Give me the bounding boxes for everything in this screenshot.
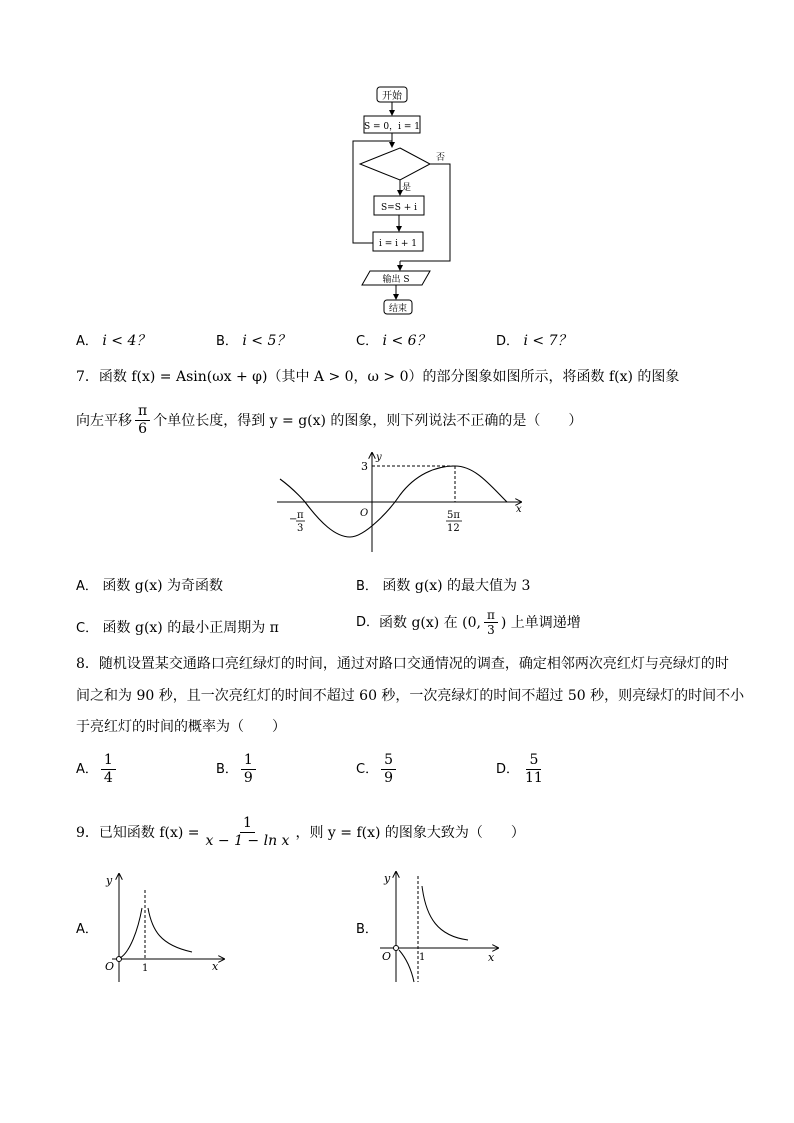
q8-option-d — [496, 752, 549, 787]
fraction-numerator: π — [484, 608, 498, 623]
q6-option-d — [496, 331, 571, 352]
q9-option-a-graph — [100, 870, 230, 985]
option-text: 函数 g(x) 为奇函数 — [102, 578, 224, 594]
fraction-denominator: 4 — [103, 770, 113, 786]
curve-left-branch — [399, 950, 414, 982]
q9-stem-pre: 9．已知函数 f(x) = — [76, 824, 200, 841]
option-letter: C． — [356, 334, 379, 349]
option-text: i < 6？ — [382, 333, 431, 349]
flow-step1-label: S=S + i — [380, 203, 418, 213]
left-zero-den: 3 — [297, 523, 304, 534]
peak-x-num: 5π — [447, 510, 460, 521]
q7-option-a — [76, 576, 223, 597]
y-axis-label: y — [384, 872, 391, 885]
option-letter: B． — [356, 922, 378, 937]
q6-option-c — [356, 331, 431, 352]
q8-stem-line1: 8．随机设置某交通路口亮红绿灯的时间，通过对路口交通情况的调查，确定相邻两次亮红灯与亮绿灯的时 — [76, 656, 729, 672]
x-axis-label: x — [212, 960, 219, 973]
option-letter: A． — [76, 922, 98, 937]
flow-end-label: 结束 — [388, 304, 408, 314]
q8-option-b — [216, 752, 259, 787]
option-text: i < 4？ — [102, 333, 151, 349]
option-fraction — [522, 752, 546, 787]
option-letter: B． — [216, 334, 238, 349]
left-zero-num: π — [297, 510, 304, 521]
peak-x-den: 12 — [447, 523, 460, 534]
tick-one-label: 1 — [142, 963, 149, 974]
fraction-denominator: 11 — [525, 770, 543, 786]
q9-option-a-letter — [76, 919, 98, 940]
fraction-denominator: x − 1 − ln x — [205, 833, 290, 849]
fraction-denominator: 9 — [243, 770, 253, 786]
fraction-numerator: 1 — [241, 752, 256, 770]
option-letter: B． — [356, 579, 378, 594]
flow-output-label: 输出 S — [382, 275, 410, 285]
q8-option-a — [76, 752, 119, 787]
q9-stem-post: ，则 y = f(x) 的图象大致为（ ） — [295, 824, 525, 841]
option-text-post: ) 上单调递增 — [500, 614, 581, 631]
q7-line2-post: 个单位长度，得到 y = g(x) 的图象，则下列说法不正确的是（ ） — [153, 412, 583, 429]
q7-stem-line2 — [76, 403, 582, 438]
fraction-numerator: 5 — [526, 752, 541, 770]
flow-condition-diamond — [360, 148, 430, 180]
flowchart — [340, 80, 470, 320]
y-axis-label: y — [106, 874, 113, 887]
option-text: i < 7？ — [523, 333, 572, 349]
curve-left-branch — [120, 908, 142, 958]
option-letter: D． — [496, 761, 520, 777]
q7-line2-pre: 向左平移 — [76, 412, 132, 429]
option-letter: A． — [76, 761, 98, 777]
q6-option-b — [216, 331, 290, 352]
x-axis-label: x — [488, 951, 495, 964]
fraction-numerator: π — [135, 403, 150, 421]
q9-stem — [76, 815, 525, 850]
x-axis-label: x — [516, 504, 522, 515]
option-text: 函数 g(x) 的最小正周期为 π — [102, 620, 279, 636]
option-letter: D． — [496, 334, 520, 349]
fraction-numerator: 1 — [240, 815, 255, 833]
q8-stem-line2: 间之和为 90 秒，且一次亮红灯的时间不超过 60 秒，一次亮绿灯的时间不超过 50 秒，则亮绿灯的时间不小 — [76, 688, 745, 704]
option-fraction — [381, 752, 396, 787]
option-d-fraction — [484, 608, 498, 637]
fraction-numerator: 5 — [381, 752, 396, 770]
q7-shift-fraction — [135, 403, 150, 438]
flow-step2-label: i = i + 1 — [378, 239, 418, 249]
left-zero-sign: − — [289, 514, 298, 525]
flow-init-label: S = 0，i = 1 — [363, 122, 421, 132]
q6-option-a — [76, 331, 150, 352]
flow-no-label: 否 — [436, 153, 446, 163]
fraction-numerator: 1 — [101, 752, 116, 770]
origin-label: O — [105, 960, 115, 973]
q7-stem-line1: 7．函数 f(x) = Asin(ωx + φ)（其中 A > 0，ω > 0）的部分图象如图所示，将函数 f(x) 的图象 — [76, 369, 680, 385]
y-axis-label: y — [376, 452, 382, 463]
origin-label: O — [382, 950, 392, 963]
fraction-denominator: 6 — [138, 421, 148, 437]
option-text-pre: 函数 g(x) 在 (0, — [379, 614, 481, 631]
option-letter: A． — [76, 579, 98, 594]
option-letter: C． — [356, 761, 379, 777]
curve-right-branch — [422, 886, 468, 940]
option-fraction — [101, 752, 116, 787]
option-fraction — [241, 752, 256, 787]
option-letter: D． — [356, 614, 380, 630]
q7-option-c — [76, 618, 279, 639]
option-letter: C． — [76, 621, 99, 636]
q9-function-fraction — [203, 815, 293, 850]
option-letter: B． — [216, 761, 238, 777]
curve-right-branch — [148, 908, 192, 952]
q9-option-b-letter — [356, 919, 378, 940]
q7-option-b — [356, 576, 530, 597]
max-value-label: 3 — [361, 460, 368, 473]
option-text: 函数 g(x) 的最大值为 3 — [382, 578, 531, 594]
fraction-denominator: 3 — [487, 623, 495, 637]
q7-option-d — [356, 608, 581, 637]
q8-option-c — [356, 752, 399, 787]
q8-stem-line3: 于亮红灯的时间的概率为（ ） — [76, 719, 286, 735]
option-text: i < 5？ — [242, 333, 291, 349]
fraction-denominator: 9 — [384, 770, 393, 786]
q9-option-b-graph — [378, 868, 503, 988]
flow-start-label: 开始 — [382, 91, 402, 102]
tick-one-label: 1 — [419, 952, 426, 963]
origin-label: O — [360, 508, 369, 519]
flow-yes-label: 是 — [402, 183, 412, 193]
q7-sine-graph — [275, 450, 530, 555]
option-letter: A． — [76, 334, 98, 349]
